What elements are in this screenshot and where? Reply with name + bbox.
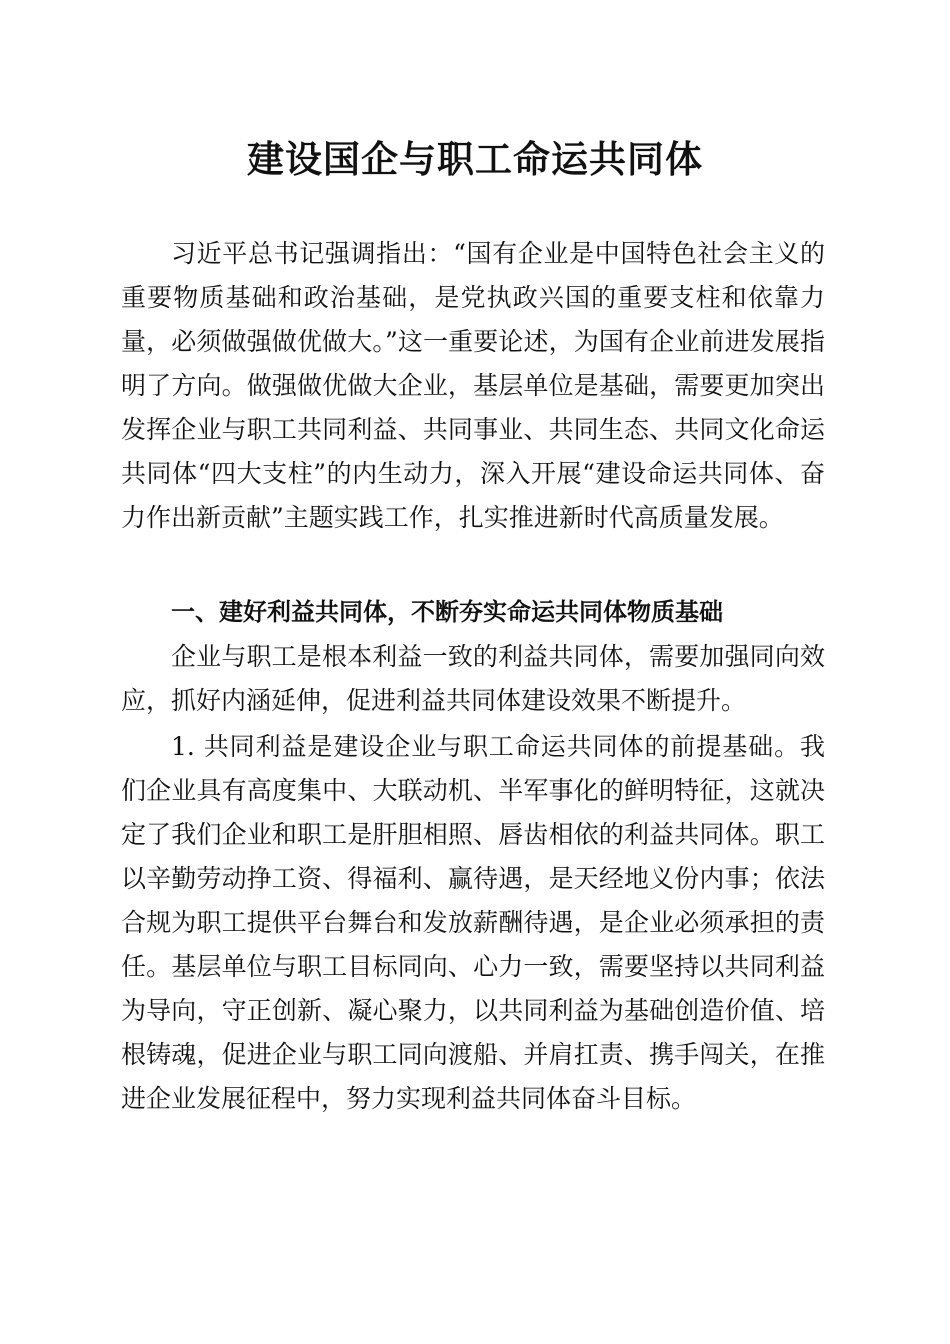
document-title: 建设国企与职工命运共同体	[247, 137, 703, 181]
section1-point1-paragraph: 1. 共同利益是建设企业与职工命运共同体的前提基础。我们企业具有高度集中、大联动机、半军事化的鲜明特征，这就决定了我们企业和职工是肝胆相照、唇齿相依的利益共同体。职工以辛勤劳动挣工资、得福利、赢待遇，是天经地义份内事；依法合规为职工提供平台舞台和发放薪酬待遇，是企业必须承担的责任。基层单位与职工目标同向、心力一致，需要坚持以共同利益为导向，守正创新、凝心聚力，以共同利益为基础创造价值、培根铸魂，促进企业与职工同向渡船、并肩扛责、携手闯关，在推进企业发展征程中，努力实现利益共同体奋斗目标。	[121, 732, 825, 1113]
section1-intro-paragraph: 企业与职工是根本利益一致的利益共同体，需要加强同向效应，抓好内涵延伸，促进利益共同体建设效果不断提升。	[121, 642, 825, 715]
section-heading-1: 一、建好利益共同体，不断夯实命运共同体物质基础	[171, 598, 723, 626]
intro-paragraph: 习近平总书记强调指出：“国有企业是中国特色社会主义的重要物质基础和政治基础，是党执政兴国的重要支柱和依靠力量，必须做强做优做大。”这一重要论述，为国有企业前进发展指明了方向。做强做优做大企业，基层单位是基础，需要更加突出发挥企业与职工共同利益、共同事业、共同生态、共同文化命运共同体“四大支柱”的内生动力，深入开展“建设命运共同体、奋力作出新贡献”主题实践工作，扎实推进新时代高质量发展。	[121, 239, 825, 532]
